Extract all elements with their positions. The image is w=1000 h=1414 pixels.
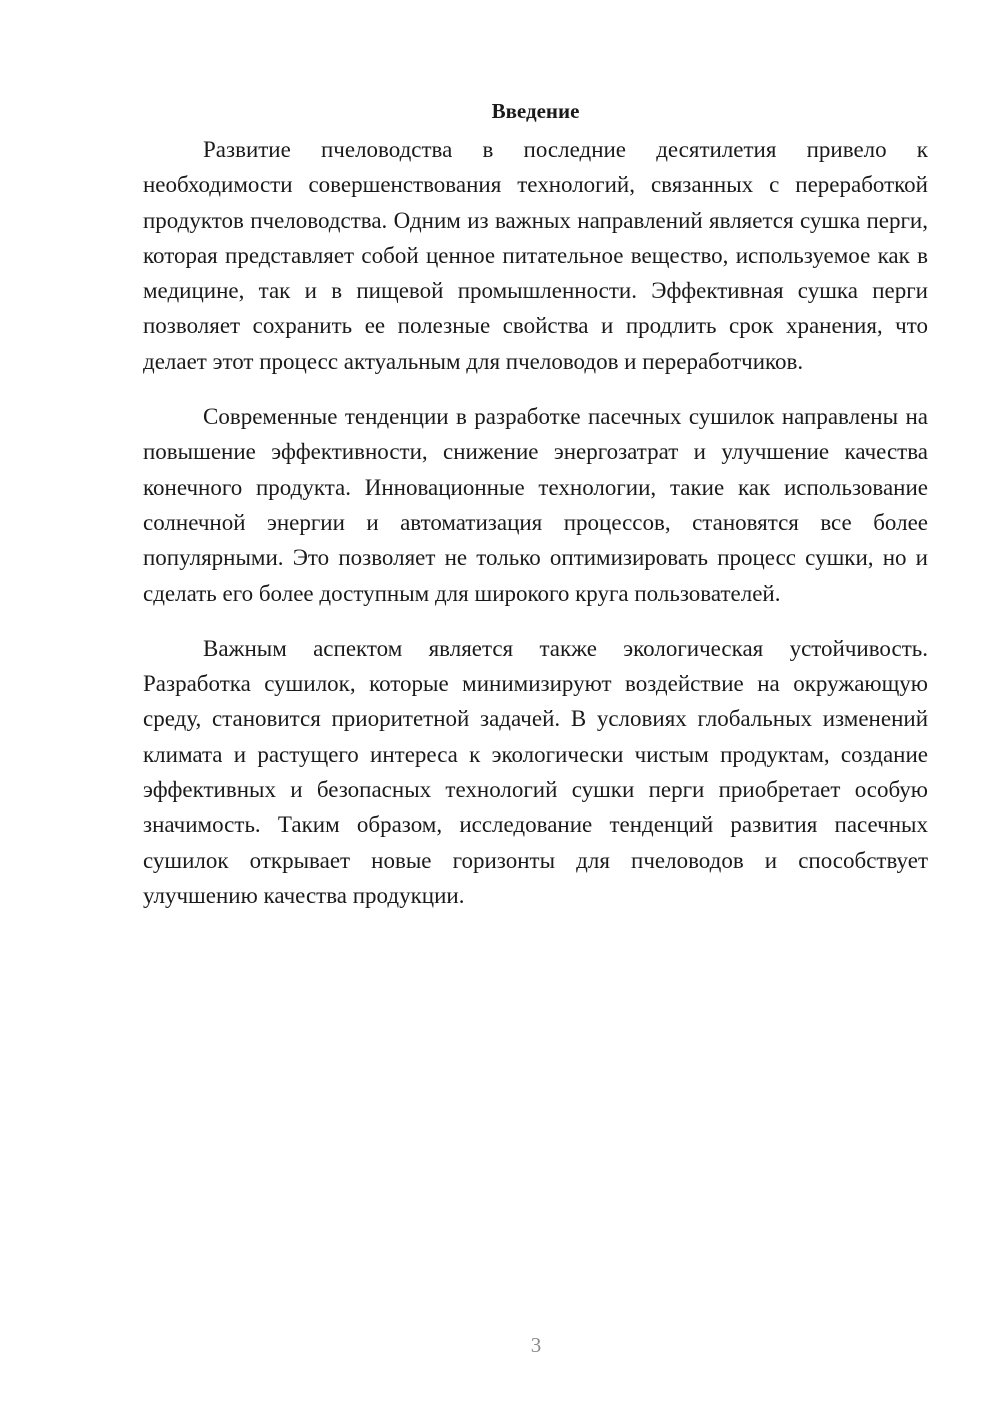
section-heading: Введение [491, 99, 580, 123]
paragraph-intro: Развитие пчеловодства в последние десятилетия привело к необходимости совершенствования технологий, связанных с переработкой продуктов пчеловодства. Одним из важных направлений является сушка перги, которая представляет собой ценное питательное вещество, используемое как в медицине, так и в пищевой промышленности. Эффективная сушка перги позволяет сохранить ее полезные свойства и продлить срок хранения, что делает этот процесс актуальным для пчеловодов и переработчиков. [143, 137, 928, 374]
page-body [143, 95, 928, 913]
paragraph-trends: Современные тенденции в разработке пасечных сушилок направлены на повышение эффективности, снижение энергозатрат и улучшение качества конечного продукта. Инновационные технологии, такие как использование солнечной энергии и автоматизация процессов, становятся все более популярными. Это позволяет не только оптимизировать процесс сушки, но и сделать его более доступным для широкого круга пользователей. [143, 404, 928, 606]
page-number: 3 [530, 1333, 542, 1357]
paragraph-ecology: Важным аспектом является также экологическая устойчивость. Разработка сушилок, которые минимизируют воздействие на окружающую среду, становится приоритетной задачей. В условиях глобальных изменений климата и растущего интереса к экологически чистым продуктам, создание эффективных и безопасных технологий сушки перги приобретает особую значимость. Таким образом, исследование тенденций развития пасечных сушилок открывает новые горизонты для пчеловодов и способствует улучшению качества продукции. [143, 635, 928, 908]
